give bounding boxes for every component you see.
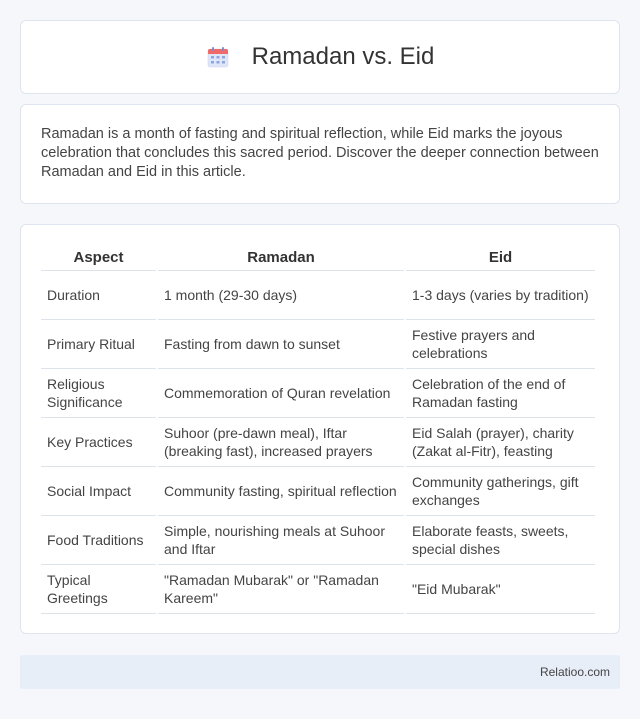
- cell-eid: 1-3 days (varies by tradition): [406, 271, 595, 320]
- cell-ramadan: Suhoor (pre-dawn meal), Iftar (breaking fast), increased prayers: [158, 418, 404, 467]
- comparison-table: [39, 245, 597, 614]
- footer-site-link[interactable]: Relatioo.com: [539, 665, 610, 679]
- title-card: [20, 20, 620, 94]
- header-ramadan: Ramadan: [158, 245, 404, 271]
- calendar-icon: [206, 45, 230, 69]
- title-row: [206, 43, 435, 71]
- cell-ramadan: Simple, nourishing meals at Suhoor and Iftar: [158, 516, 404, 565]
- cell-aspect: Key Practices: [41, 418, 156, 467]
- table-row: [41, 565, 595, 614]
- table-row: [41, 369, 595, 418]
- cell-aspect: Religious Significance: [41, 369, 156, 418]
- table-row: [41, 516, 595, 565]
- cell-eid: Community gatherings, gift exchanges: [406, 467, 595, 516]
- cell-aspect: Duration: [41, 271, 156, 320]
- cell-aspect: Primary Ritual: [41, 320, 156, 369]
- intro-paragraph: Ramadan is a month of fasting and spiritual reflection, while Eid marks the joyous celebration that concludes this sacred period. Discover the deeper connection between Ramadan and Eid in this article.: [41, 126, 599, 180]
- footer: [20, 655, 620, 689]
- cell-eid: Celebration of the end of Ramadan fasting: [406, 369, 595, 418]
- cell-eid: Eid Salah (prayer), charity (Zakat al-Fitr), feasting: [406, 418, 595, 467]
- cell-ramadan: "Ramadan Mubarak" or "Ramadan Kareem": [158, 565, 404, 614]
- cell-aspect: Social Impact: [41, 467, 156, 516]
- table-header-row: [41, 245, 595, 271]
- cell-eid: Elaborate feasts, sweets, special dishes: [406, 516, 595, 565]
- cell-ramadan: Fasting from dawn to sunset: [158, 320, 404, 369]
- intro-card: [20, 104, 620, 204]
- table-row: [41, 320, 595, 369]
- cell-ramadan: Community fasting, spiritual reflection: [158, 467, 404, 516]
- comparison-card: [20, 224, 620, 634]
- cell-eid: "Eid Mubarak": [406, 565, 595, 614]
- cell-ramadan: 1 month (29-30 days): [158, 271, 404, 320]
- cell-aspect: Typical Greetings: [41, 565, 156, 614]
- cell-eid: Festive prayers and celebrations: [406, 320, 595, 369]
- cell-ramadan: Commemoration of Quran revelation: [158, 369, 404, 418]
- table-row: [41, 467, 595, 516]
- table-row: [41, 271, 595, 320]
- page-title: Ramadan vs. Eid: [251, 43, 435, 70]
- cell-aspect: Food Traditions: [41, 516, 156, 565]
- header-aspect: Aspect: [41, 245, 156, 271]
- header-eid: Eid: [406, 245, 595, 271]
- table-row: [41, 418, 595, 467]
